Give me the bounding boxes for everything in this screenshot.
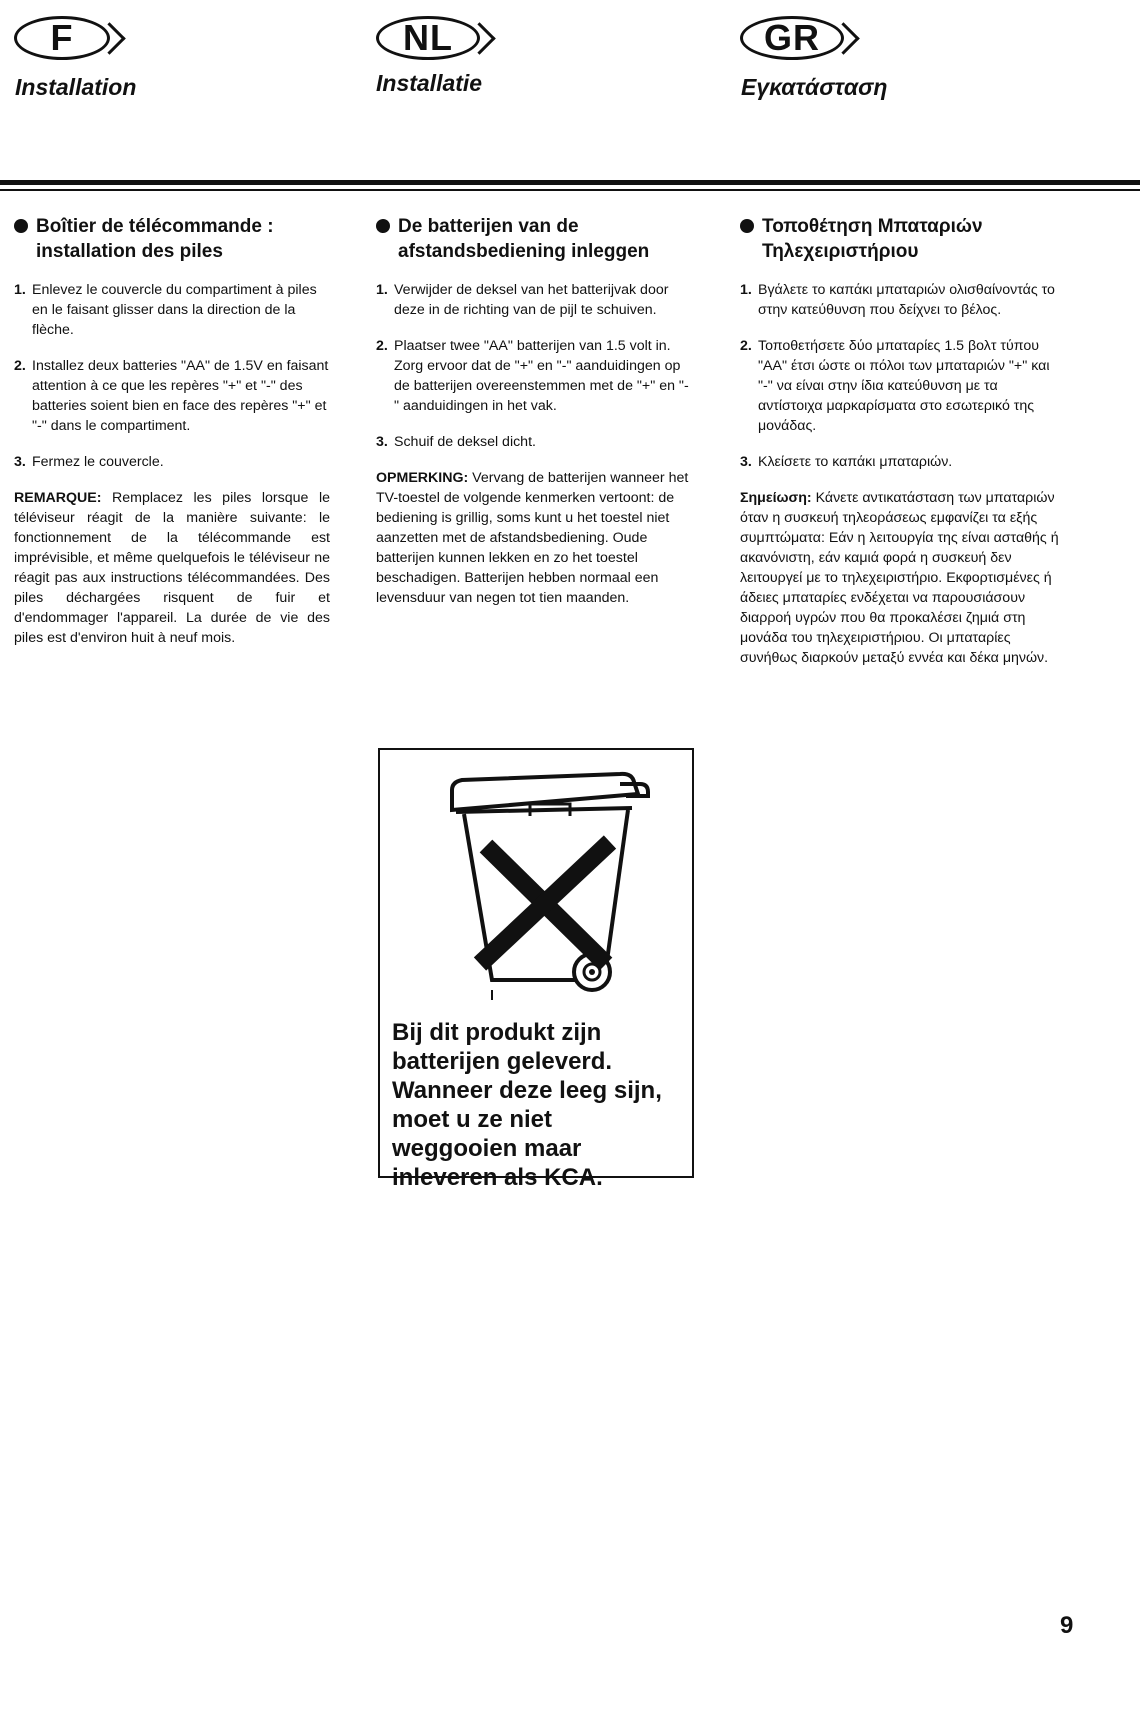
step-text: Schuif de deksel dicht. (394, 434, 536, 450)
bullet-icon (740, 219, 754, 233)
header-divider-thick (0, 180, 1140, 185)
heading-text: Boîtier de télécommande : installation des piles (36, 216, 274, 262)
section-heading (740, 214, 1060, 264)
step-item (376, 432, 692, 452)
step-text: Verwijder de deksel van het batterijvak door deze in de richting van de pijl te schuiven. (394, 282, 669, 318)
badge-label: GR (764, 17, 820, 58)
column-greek (740, 214, 1060, 668)
language-badge-fr (14, 16, 110, 60)
bullet-icon (376, 219, 390, 233)
step-item (740, 452, 1060, 472)
note-label: REMARQUE: (14, 490, 102, 506)
note-label: Σημείωση: (740, 490, 812, 506)
step-item (376, 336, 692, 416)
step-number: 2. (376, 338, 388, 354)
step-text: Plaatser twee "AA" batterijen van 1.5 volt in. Zorg ervoor dat de "+" en "-" aanduidingen op de batterijen overeenstemmen met de "+" en "-" aanduidingen in het vak. (394, 338, 689, 414)
crossed-out-bin-icon (380, 750, 696, 1010)
section-title-gr: Εγκατάσταση (741, 74, 888, 100)
step-item (740, 336, 1060, 436)
heading-text: Τοποθέτηση Μπαταριών Τηλεχειριστήριου (762, 216, 983, 262)
step-text: Fermez le couvercle. (32, 454, 164, 470)
step-number: 2. (740, 338, 752, 354)
kca-notice-box (378, 748, 694, 1191)
step-number: 1. (14, 282, 26, 298)
bullet-icon (14, 219, 28, 233)
badge-label: NL (403, 17, 453, 58)
section-title-nl: Installatie (376, 70, 483, 96)
column-dutch (376, 214, 692, 608)
step-text: Τοποθετήσετε δύο μπαταρίες 1.5 βολτ τύπου "AA" έτσι ώστε οι πόλοι των μπαταριών "+" και "-" να είναι στην ίδια κατεύθυνση με τα αντίστοιχα μαρκαρίσματα στο εσωτερικό της μονάδας. (758, 338, 1050, 434)
note-text: Κάνετε αντικατάσταση των μπαταριών όταν η συσκευή τηλεοράσεως εμφανίζει τα εξής συμπτώματα: Εάν η λειτουργία της είναι ασταθής ή ακανόνιστη, εάν καμιά φορά η συσκευή δεν λειτουργεί με το τηλεχειριστήριο. Εκφορτισμένες ή άδειες μπαταρίες ενδέχεται να παρουσιάσουν διαρροή υγρών που θα προκαλέσει ζημιά στη μονάδα του τηλεχειριστήριου. Οι μπαταρίες συνήθως διαρκούν μεταξύ εννέα και δέκα μηνών. (740, 490, 1059, 666)
language-badge-gr (740, 16, 844, 60)
step-number: 3. (14, 454, 26, 470)
step-item (740, 280, 1060, 320)
heading-text: De batterijen van de afstandsbediening inleggen (398, 216, 650, 262)
note-text: Remplacez les piles lorsque le téléviseur réagit de la manière suivante: le fonctionnement de la télécommande est imprévisible, et même quelquefois le téléviseur ne réagit pas aux instructions télécommandées. Des piles déchargées risquent de fuir et d'endommager l'appareil. La durée de vie des piles est d'environ huit à neuf mois. (14, 490, 330, 646)
step-text: Installez deux batteries "AA" de 1.5V en faisant attention à ce que les repères "+" et "-" des batteries soient bien en face des repères "+" et "-" dans le compartiment. (32, 358, 329, 434)
note-paragraph (740, 488, 1060, 668)
step-number: 3. (376, 434, 388, 450)
step-number: 1. (376, 282, 388, 298)
step-text: Enlevez le couvercle du compartiment à piles en le faisant glisser dans la direction de la flèche. (32, 282, 317, 338)
language-badge-nl (376, 16, 480, 60)
step-number: 2. (14, 358, 26, 374)
step-item (14, 356, 330, 436)
section-heading (14, 214, 330, 264)
note-paragraph (376, 468, 692, 608)
step-text: Βγάλετε το καπάκι μπαταριών ολισθαίνοντάς το στην κατεύθυνση που δείχνει το βέλος. (758, 282, 1055, 318)
step-text: Κλείσετε το καπάκι μπαταριών. (758, 454, 953, 470)
step-number: 3. (740, 454, 752, 470)
column-french (14, 214, 330, 648)
note-text: Vervang de batterijen wanneer het TV-toestel de volgende kenmerken vertoont: de bediening is grillig, soms kunt u het toestel niet aanzetten met de afstandsbediening. Oude batterijen kunnen lekken en zo het toestel beschadigen. Batterijen hebben normaal een levensduur van negen tot tien maanden. (376, 470, 689, 606)
step-item (14, 452, 330, 472)
note-paragraph (14, 488, 330, 648)
step-number: 1. (740, 282, 752, 298)
step-item (376, 280, 692, 320)
step-item (14, 280, 330, 340)
section-heading (376, 214, 692, 264)
note-label: OPMERKING: (376, 470, 469, 486)
header-divider-thin (0, 189, 1140, 191)
page-number: 9 (1060, 1612, 1074, 1639)
kca-notice-text: Bij dit produkt zijn batterijen geleverd. Wanneer deze leeg sijn, moet u ze niet weggooien maar inleveren als KCA. (392, 1019, 662, 1191)
badge-label: F (50, 17, 74, 58)
section-title-fr: Installation (15, 74, 137, 100)
